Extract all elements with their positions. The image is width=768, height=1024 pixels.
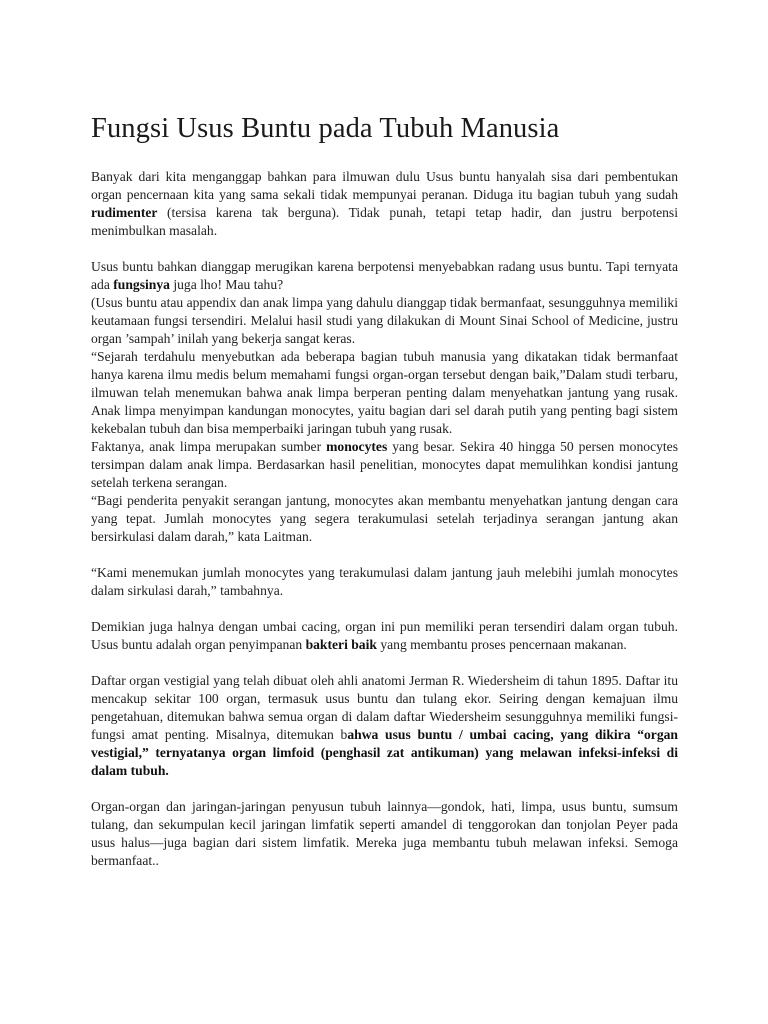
paragraph-quote-laitman: “Bagi penderita penyakit serangan jantung, monocytes akan membantu menyehatkan jantung dengan cara yang tepat. Jumlah monocytes yang segera terakumulasi setelah terjadinya serangan jantung akan bersirkulasi dalam darah,” kata Laitman. bbox=[91, 493, 678, 544]
bold-statement-limfoid: ahwa usus buntu / umbai cacing, yang dikira “organ vestigial,” ternyatanya organ limfoid (penghasil zat antikuman) yang melawan infeksi-infeksi di dalam tubuh. bbox=[91, 727, 678, 778]
paragraph-vestigial: Daftar organ vestigial yang telah dibuat oleh ahli anatomi Jerman R. Wiedersheim di tahun 1895. Daftar itu mencakup sekitar 100 organ, termasuk usus buntu dan tulang ekor. Seiring dengan kemajuan ilmu pengetahuan, ditemukan bahwa semua organ di dalam daftar Wiedersheim sesungguhnya memiliki fungsi-fungsi amat penting. Misalnya, ditemukan bahwa usus buntu / umbai cacing, yang dikira “organ vestigial,” ternyatanya organ limfoid (penghasil zat antikuman) yang melawan infeksi-infeksi di dalam tubuh. bbox=[91, 673, 678, 778]
article-body bbox=[91, 168, 678, 870]
paragraph-lymphatic: Organ-organ dan jaringan-jaringan penyusun tubuh lainnya—gondok, hati, limpa, usus buntu, sumsum tulang, dan sekumpulan kecil jaringan limfatik seperti amandel di tenggorokan dan tonjolan Peyer pada usus halus—juga bagian dari sistem limfatik. Mereka juga membantu tubuh melawan infeksi. Semoga bermanfaat.. bbox=[91, 799, 678, 868]
bold-term-monocytes: monocytes bbox=[326, 439, 388, 454]
paragraph-intro: Banyak dari kita menganggap bahkan para ilmuwan dulu Usus buntu hanyalah sisa dari pembentukan organ pencernaan kita yang sama sekali tidak mempunyai peranan. Diduga itu bagian tubuh yang sudah rudimenter (tersisa karena tak berguna). Tidak punah, tetapi tetap hadir, dan justru berpotensi menimbulkan masalah. bbox=[91, 169, 678, 238]
paragraph-fact: Faktanya, anak limpa merupakan sumber monocytes yang besar. Sekira 40 hingga 50 persen monocytes tersimpan dalam anak limpa. Berdasarkan hasil penelitian, monocytes dapat memulihkan kondisi jantung setelah terkena serangan. bbox=[91, 439, 678, 490]
paragraph-history: “Sejarah terdahulu menyebutkan ada beberapa bagian tubuh manusia yang dikatakan tidak bermanfaat hanya karena ilmu medis belum memahami fungsi organ-organ tersebut dengan baik,”Dalam studi terbaru, ilmuwan telah menemukan bahwa anak limpa berperan penting dalam menyehatkan jantung yang rusak. Anak limpa menyimpan kandungan monocytes, yaitu bagian dari sel darah putih yang penting bagi sistem kekebalan tubuh dan bisa memperbaiki jaringan tubuh yang rusak. bbox=[91, 349, 678, 436]
paragraph-study: (Usus buntu atau appendix dan anak limpa yang dahulu dianggap tidak bermanfaat, sesungguhnya memiliki keutamaan fungsi tersendiri. Melalui hasil studi yang dilakukan di Mount Sinai School of Medicine, justru organ ’sampah’ inilah yang bekerja sangat keras. bbox=[91, 295, 678, 346]
bold-term-fungsinya: fungsinya bbox=[113, 277, 170, 292]
paragraph-harm: Usus buntu bahkan dianggap merugikan karena berpotensi menyebabkan radang usus buntu. Tapi ternyata ada fungsinya juga lho! Mau tahu? bbox=[91, 259, 678, 292]
paragraph-quote-found: “Kami menemukan jumlah monocytes yang terakumulasi dalam jantung jauh melebihi jumlah monocytes dalam sirkulasi darah,” tambahnya. bbox=[91, 565, 678, 598]
paragraph-umbai: Demikian juga halnya dengan umbai cacing, organ ini pun memiliki peran tersendiri dalam organ tubuh. Usus buntu adalah organ penyimpanan bakteri baik yang membantu proses pencernaan makanan. bbox=[91, 619, 678, 652]
bold-term-rudimenter: rudimenter bbox=[91, 205, 158, 220]
document-title: Fungsi Usus Buntu pada Tubuh Manusia bbox=[91, 113, 560, 144]
bold-term-bakteri-baik: bakteri baik bbox=[305, 637, 377, 652]
